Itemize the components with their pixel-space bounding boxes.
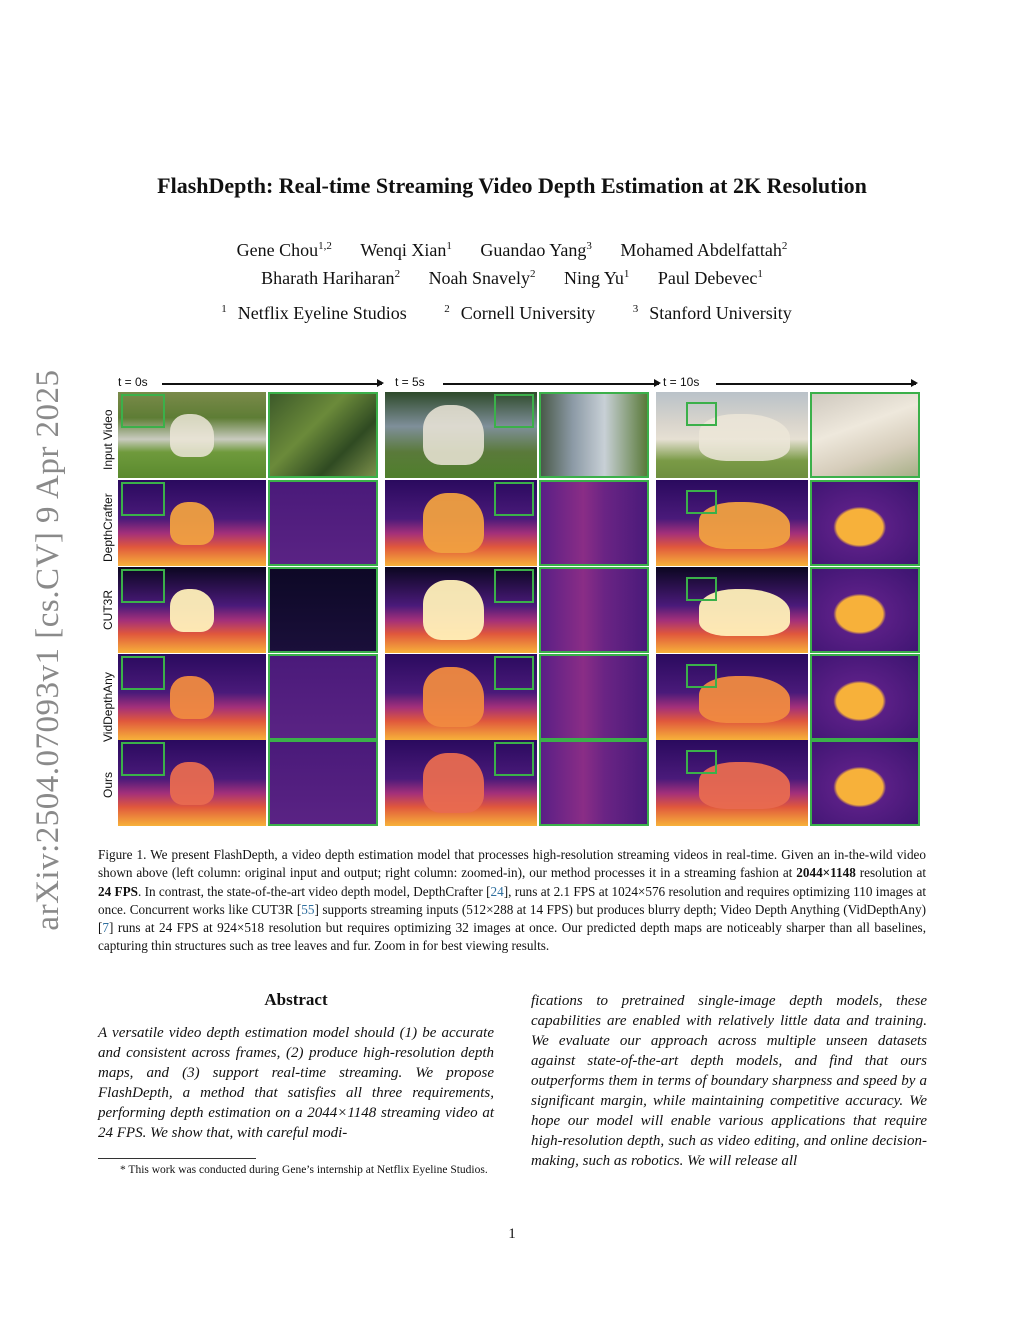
zoomed-depth (810, 480, 920, 566)
zoom-region-box (494, 569, 534, 603)
dog-silhouette (423, 405, 484, 465)
figure-caption: Figure 1. We present FlashDepth, a video depth estimation model that processes high-resolution streaming videos in real-time. Given an in-the-wild video shown above (left column: original input and output; right column: zoomed-in), our method processes it in a streaming fashion at 2044×1148 resolution at 24 FPS. In contrast, the state-of-the-art video depth model, DepthCrafter [24], runs at 2.1 FPS at 1024×576 resolution and requires optimizing 110 images at once. Concurrent works like CUT3R [55] supports streaming inputs (512×288 at 14 FPS) but produces blurry depth; Video Depth Anything (VidDepthAny) [7] runs at 24 FPS at 924×518 resolution but requires optimizing 32 images at once. Our predicted depth maps are noticeably sharper than all baselines, capturing thin structures such as tree leaves and fur. Zoom in for best viewing results. (98, 847, 926, 954)
zoom-region-box (494, 742, 534, 776)
depth-frame (118, 740, 266, 826)
dog-silhouette (423, 753, 484, 813)
depth-frame (118, 567, 266, 653)
page-number: 1 (508, 1226, 516, 1242)
zoom-region-box (686, 750, 716, 774)
depth-frame (118, 654, 266, 740)
zoom-region-box (121, 569, 165, 603)
citation-link[interactable]: 55 (301, 901, 315, 917)
zoom-region-box (121, 742, 165, 776)
dog-silhouette (170, 502, 214, 545)
zoomed-depth (268, 654, 378, 740)
row-label: VidDepthAny (101, 672, 115, 742)
depth-frame (385, 740, 537, 826)
depth-frame (385, 567, 537, 653)
zoomed-depth (268, 480, 378, 566)
author: Wenqi Xian$^1$ (360, 240, 452, 260)
zoom-region-box (686, 577, 716, 601)
dog-silhouette (170, 762, 214, 805)
depth-frame (656, 480, 808, 566)
depth-frame (656, 567, 808, 653)
depth-frame (118, 480, 266, 566)
depth-frame (385, 480, 537, 566)
input-frame (656, 392, 808, 478)
author: Paul Debevec$^1$ (657, 268, 763, 288)
zoom-region-box (686, 664, 716, 688)
paper-title: FlashDepth: Real-time Streaming Video Depth Estimation at 2K Resolution (157, 173, 867, 198)
citation-link[interactable]: 24 (490, 883, 504, 899)
row-label: Ours (101, 771, 115, 798)
row-label: DepthCrafter (101, 493, 115, 562)
dog-silhouette (170, 676, 214, 719)
zoom-region-box (121, 394, 165, 428)
zoomed-depth (810, 654, 920, 740)
dog-silhouette (170, 414, 214, 457)
input-frame (118, 392, 266, 478)
zoomed-depth (539, 480, 649, 566)
abstract-right-column: fications to pretrained single-image depth models, these capabilities are enabled with relatively little data and training. We evaluate our approach across multiple unseen datasets against state-of-the-art depth models, and find that ours outperforms them in terms of boundary sharpness and speed by a significant margin, while maintaining competitive accuracy. We hope our model will enable various applications that require high-resolution depth, such as video editing, and online decision-making, such as robotics. We will release all (531, 993, 927, 1169)
abstract-left-column: A versatile video depth estimation model should (1) be accurate and consistent across frames, (2) produce high-resolution depth maps, and (3) support real-time streaming. We propose FlashDepth, a method that satisfies all three requirements, performing depth estimation on a 2044×1148 streaming video at 24 FPS. We show that, with careful modi- (98, 1025, 494, 1141)
footnote: * This work was conducted during Gene’s internship at Netflix Eyeline Studios. (120, 1164, 488, 1176)
zoom-region-box (494, 394, 534, 428)
dog-silhouette (423, 493, 484, 553)
zoom-region-box (121, 656, 165, 690)
zoomed-depth (810, 567, 920, 653)
zoomed-depth (539, 567, 649, 653)
zoomed-depth (539, 654, 649, 740)
dog-silhouette (423, 580, 484, 640)
zoom-region-box (686, 402, 716, 426)
affiliation: $^3$ Stanford University (632, 303, 792, 323)
zoomed-input (268, 392, 378, 478)
footnote-rule (98, 1158, 256, 1159)
author: Bharath Hariharan$^2$ (261, 268, 401, 288)
zoom-region-box (494, 656, 534, 690)
depth-frame (656, 740, 808, 826)
time-label: t = 0s (118, 375, 148, 389)
zoomed-depth (810, 740, 920, 826)
time-label: t = 5s (395, 375, 425, 389)
zoom-region-box (121, 482, 165, 516)
row-label: CUT3R (101, 589, 115, 630)
input-frame (385, 392, 537, 478)
zoomed-depth (268, 567, 378, 653)
abstract-heading: Abstract (264, 990, 328, 1009)
citation-link[interactable]: 7 (102, 920, 109, 936)
zoomed-depth (268, 740, 378, 826)
zoomed-depth (539, 740, 649, 826)
author: Gene Chou$^{1,2}$ (236, 240, 332, 260)
affiliation: $^2$ Cornell University (444, 303, 596, 323)
row-label: Input Video (101, 409, 115, 470)
author: Mohamed Abdelfattah$^2$ (620, 240, 788, 260)
zoomed-input (810, 392, 920, 478)
zoomed-input (539, 392, 649, 478)
dog-silhouette (423, 667, 484, 727)
depth-frame (385, 654, 537, 740)
dog-silhouette (170, 589, 214, 632)
author: Guandao Yang$^3$ (480, 240, 592, 260)
zoom-region-box (494, 482, 534, 516)
arxiv-side-stamp: arXiv:2504.07093v1 [cs.CV] 9 Apr 2025 (30, 369, 66, 931)
time-label: t = 10s (663, 375, 700, 389)
affiliation: $^1$ Netflix Eyeline Studios (221, 303, 407, 323)
zoom-region-box (686, 490, 716, 514)
author: Noah Snavely$^2$ (428, 268, 536, 288)
depth-frame (656, 654, 808, 740)
author: Ning Yu$^1$ (564, 268, 630, 288)
